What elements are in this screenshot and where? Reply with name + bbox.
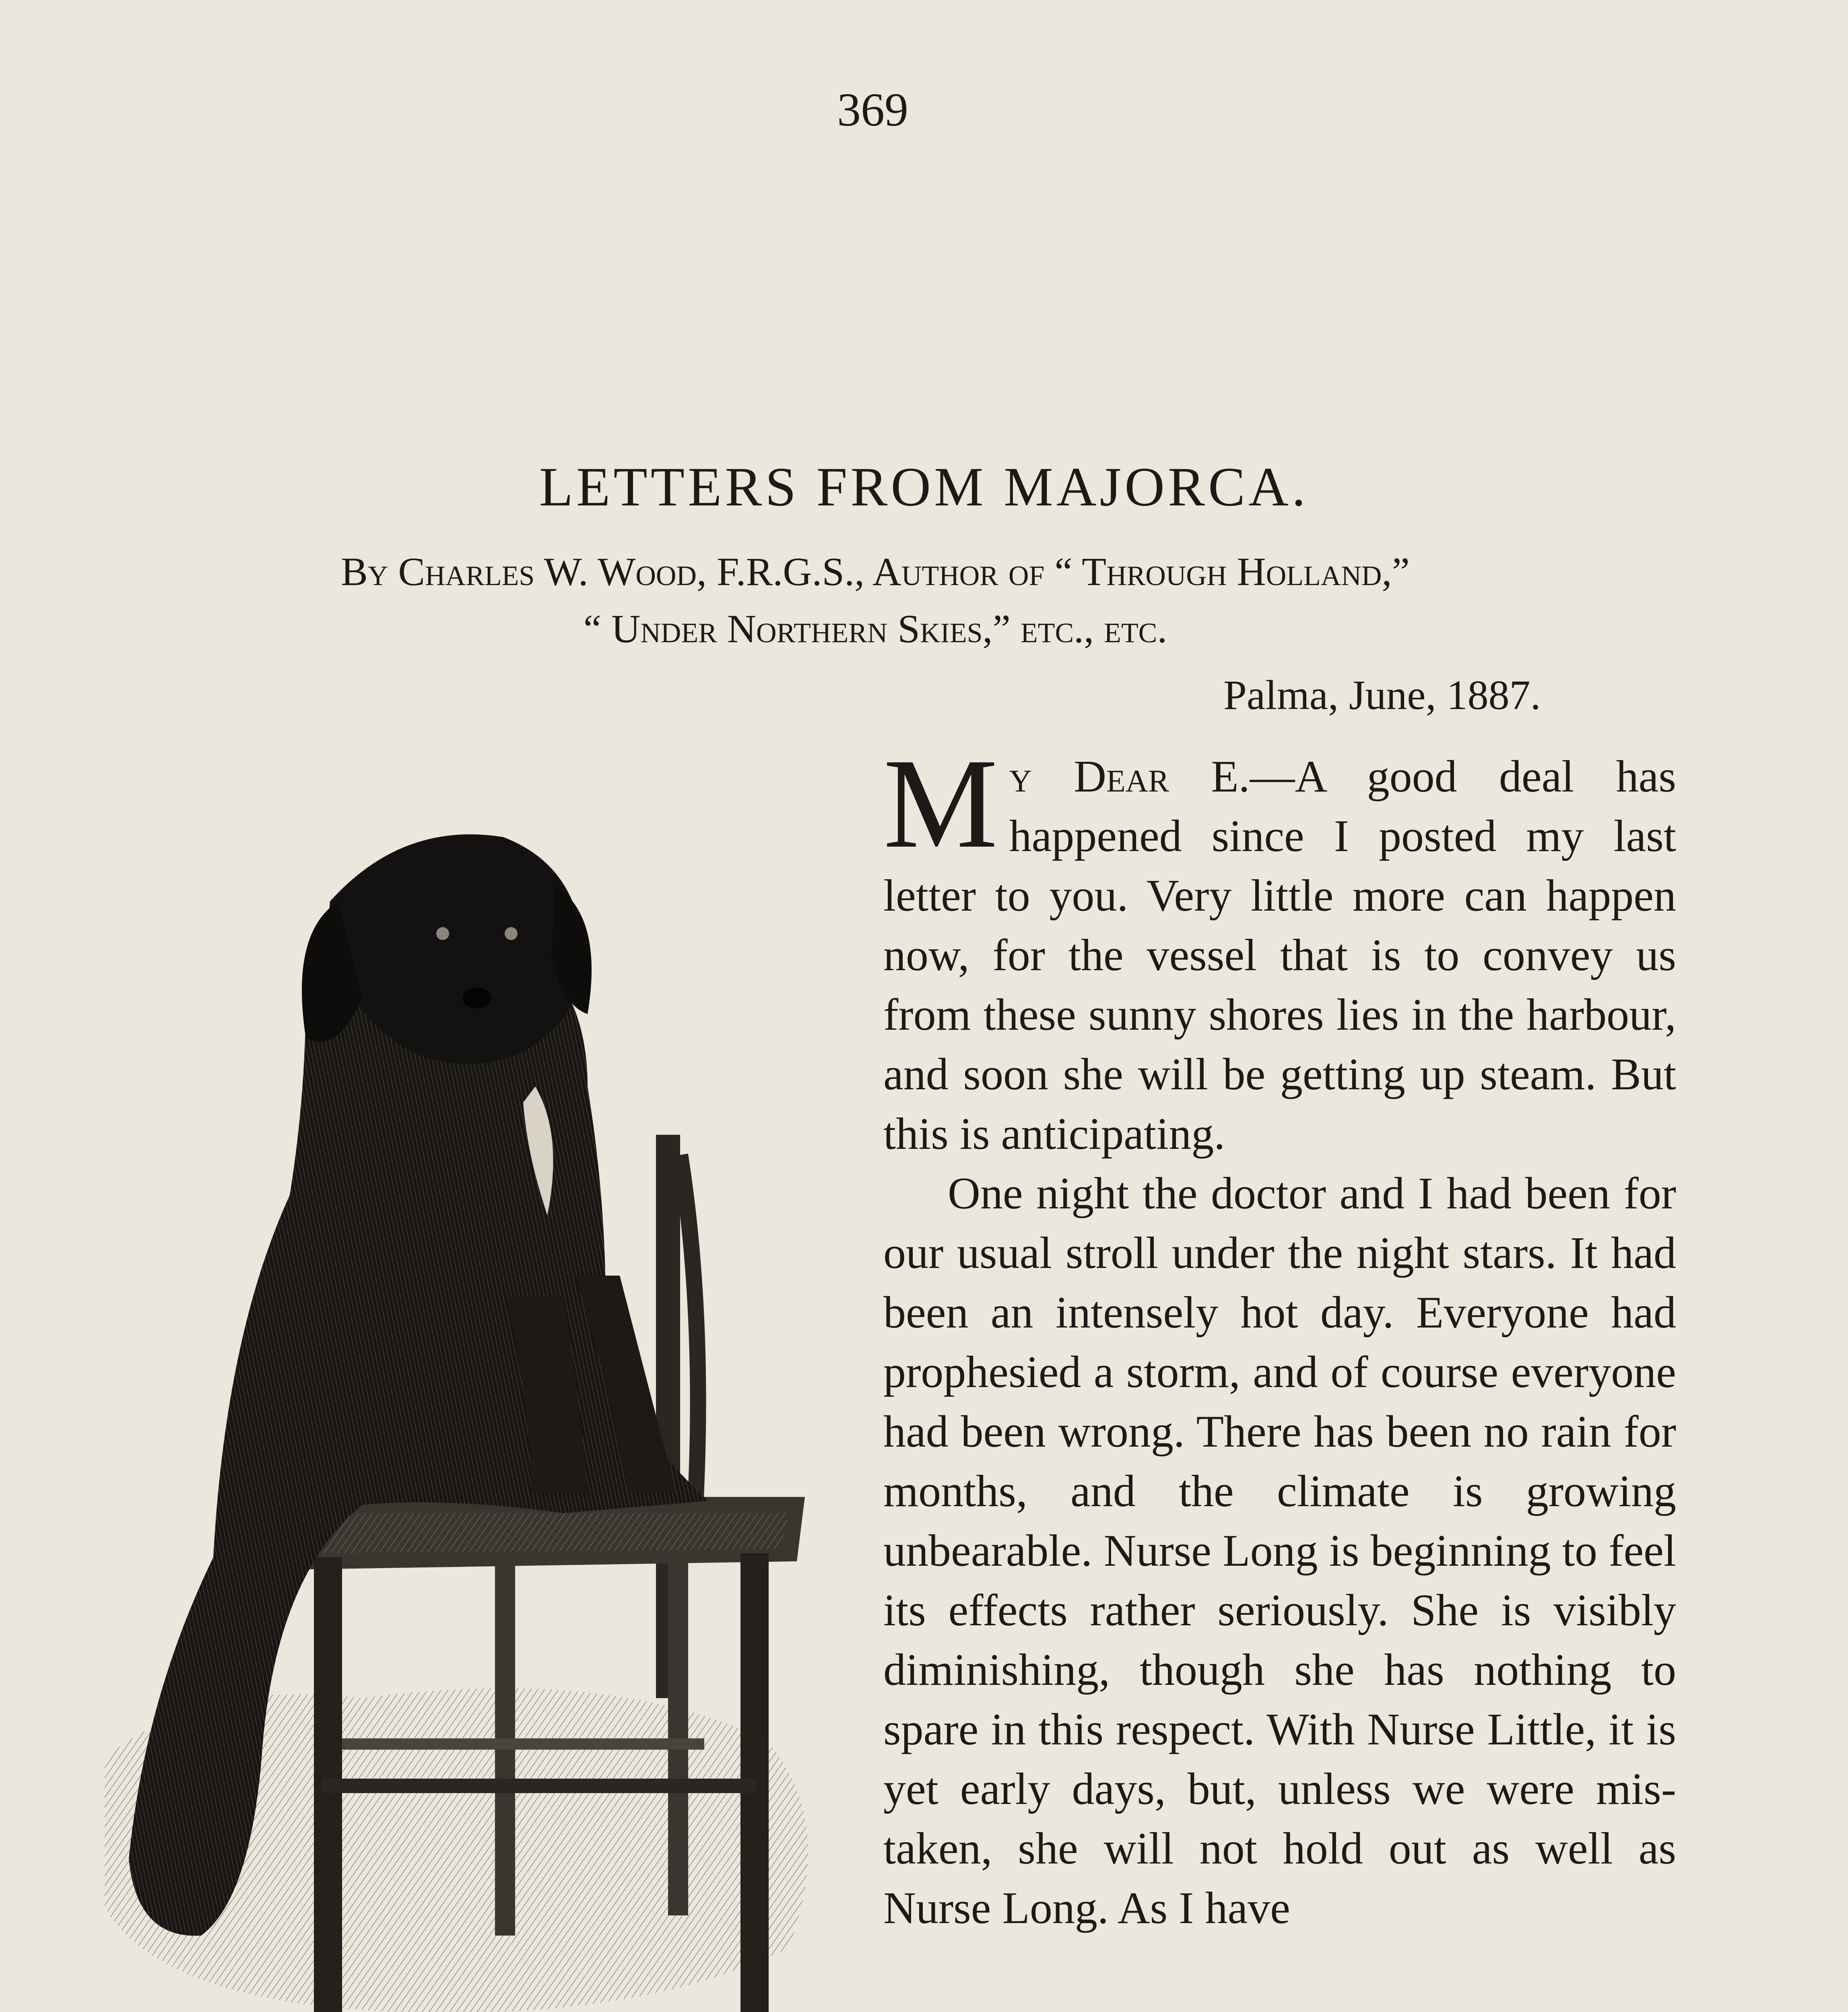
article-title: LETTERS FROM MAJORCA.: [539, 456, 1309, 517]
lead-text: —A good deal has happened since I posted my last letter to you. Very little more can happen now, for the vessel that is to convey us from these sunny shores lies in the harbour, and soon she will be getting up steam. But this is anticipating.: [883, 752, 1676, 1159]
narrow-column: [883, 732, 1676, 1938]
dateline: Palma, June, 1887.: [1223, 672, 1541, 718]
dog-on-chair-engraving-icon: [80, 692, 869, 2012]
paragraph-2-narrow: One night the doctor and I had been for our usual stroll under the night stars. It had been an intensely hot day. Everyone had prophesied a storm, and of course everyone had been wrong. There has been no rain for months, and the climate is growing unbearable. Nurse Long is beginning to feel its effects rather seriously. She is visibly diminishing, though she has nothing to spare in this respect. With Nurse Little, it is yet early days, but, unless we were mistaken, she will not hold out as well as Nurse Long. As I have: [883, 1169, 1676, 1933]
byline-line-1: By Charles W. Wood, F.R.G.S., Author of “ Through Holland,”: [341, 549, 1410, 594]
salutation: y Dear E.: [1009, 752, 1250, 802]
byline: [64, 543, 1686, 658]
dog-on-chair-illustration: [80, 692, 869, 2012]
letter-opening-paragraph: [883, 732, 1676, 1164]
drop-cap: M: [883, 732, 998, 875]
byline-line-2: “ Under Northern Skies,” etc., etc.: [583, 606, 1167, 651]
page-number: 369: [837, 83, 908, 136]
